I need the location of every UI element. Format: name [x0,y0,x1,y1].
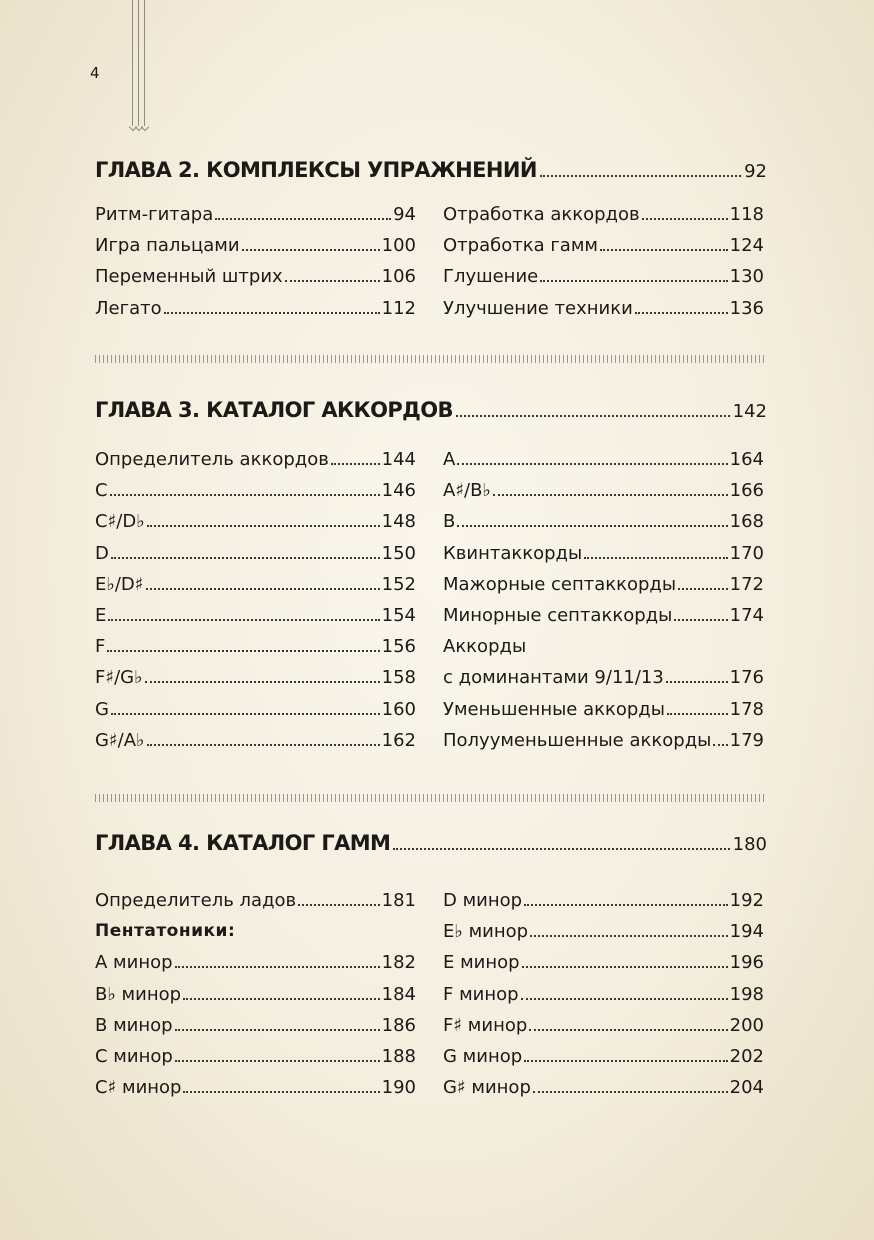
entry-label: C минор [95,1045,173,1067]
entry-label: Легато [95,297,162,319]
leader-dots [145,681,380,683]
chapter-2-heading[interactable] [95,158,767,188]
chapter-3-right-column [443,449,764,761]
entry-page: 181 [381,890,416,911]
toc-entry[interactable] [95,636,416,667]
leader-dots [146,588,380,590]
entry-label: Игра пальцами [95,235,240,257]
subheading-label: Пентатоники: [95,921,236,942]
entry-page: 112 [381,297,416,319]
entry-label: Глушение [443,266,539,288]
entry-page: 136 [729,297,764,319]
toc-entry[interactable] [95,699,416,730]
leader-dots [493,494,728,496]
entry-page: 130 [729,266,764,288]
chapter-2-left-column [95,204,416,329]
entry-label: A♯/B♭ [443,480,491,502]
entry-page: 200 [729,1014,764,1036]
leader-dots [457,525,727,527]
entry-label: A минор [95,952,173,974]
toc-entry[interactable] [95,890,416,921]
toc-entry[interactable] [443,1015,764,1046]
entry-label: Отработка аккордов [443,204,640,225]
chapter-page: 142 [732,401,767,422]
entry-label: E [95,604,107,626]
toc-entry[interactable] [95,235,416,266]
entry-label: G♯/A♭ [95,729,145,751]
entry-page: 168 [729,511,764,533]
leader-dots [215,218,391,220]
entry-page: 166 [729,480,764,502]
leader-dots [674,619,727,621]
leader-dots [111,557,380,559]
leader-dots [530,935,728,937]
leader-dots [540,175,741,177]
entry-page: 184 [381,983,416,1005]
chapter-page: 92 [744,161,767,182]
entry-page: 192 [729,890,764,911]
entry-label: F♯ минор [443,1014,528,1036]
entry-page: 152 [381,573,416,595]
leader-dots [540,280,727,282]
leader-dots [529,1029,727,1031]
entry-page: 148 [381,511,416,533]
toc-entry[interactable] [443,605,764,636]
toc-entry[interactable] [443,449,764,480]
entry-label: Определитель аккордов [95,449,329,470]
toc-entry[interactable] [95,605,416,636]
entry-page: 106 [381,266,416,288]
entry-label: Аккорды [443,636,527,658]
entry-page: 186 [381,1014,416,1036]
entry-page: 144 [381,449,416,470]
toc-entry[interactable] [95,952,416,983]
entry-page: 179 [729,729,764,751]
chapter-4-heading[interactable] [95,831,767,861]
leader-dots [298,904,379,906]
entry-page: 162 [381,729,416,751]
toc-entry[interactable] [95,480,416,511]
entry-label: Улучшение техники [443,297,633,319]
entry-page: 164 [729,449,764,470]
toc-entry[interactable] [443,890,764,921]
entry-page: 190 [381,1077,416,1099]
leader-dots [584,557,727,559]
toc-entry[interactable] [95,1077,416,1108]
toc-entry[interactable] [95,574,416,605]
toc-entry[interactable] [95,298,416,329]
leader-dots [175,1029,380,1031]
toc-entry[interactable] [95,730,416,761]
leader-dots [642,218,728,220]
leader-dots [393,848,729,850]
entry-label: G [95,698,109,720]
entry-page: 170 [729,542,764,564]
entry-label: C♯/D♭ [95,511,145,533]
entry-label: Квинтаккорды [443,542,583,564]
entry-page: 154 [381,604,416,626]
leader-dots [678,588,728,590]
leader-dots [524,904,728,906]
entry-label: B минор [95,1014,173,1036]
leader-dots [524,1060,727,1062]
toc-entry[interactable] [95,1015,416,1046]
entry-page: 150 [381,542,416,564]
leader-dots [147,525,380,527]
entry-label: D минор [443,890,523,911]
toc-entry[interactable] [95,984,416,1015]
leader-dots [108,619,379,621]
toc-entry[interactable] [95,449,416,480]
entry-label: F [95,636,106,658]
leader-dots [713,744,727,746]
toc-entry[interactable] [443,921,764,952]
entry-label: Уменьшенные аккорды [443,698,665,720]
leader-dots [147,744,380,746]
leader-dots [522,966,728,968]
entry-page: 182 [381,952,416,974]
leader-dots [331,463,380,465]
entry-label: Переменный штрих [95,266,283,288]
entry-label: C [95,480,108,502]
toc-entry[interactable] [443,667,764,698]
entry-page: 160 [381,698,416,720]
leader-dots [600,249,728,251]
entry-page: 146 [381,480,416,502]
leader-dots [164,312,380,314]
entry-label: C♯ минор [95,1077,182,1099]
entry-page: 204 [729,1077,764,1099]
toc-entry[interactable] [95,204,416,235]
entry-label: A [443,449,456,470]
section-divider [95,355,767,363]
page-number: 4 [90,64,100,82]
entry-label: E минор [443,952,520,974]
entry-page: 188 [381,1045,416,1067]
entry-label: E♭/D♯ [95,573,144,595]
leader-dots [107,650,379,652]
entry-page: 176 [729,667,764,689]
entry-label: G♯ минор [443,1077,531,1099]
toc-entry[interactable] [443,1077,764,1108]
entry-label: F минор [443,983,519,1005]
toc-entry[interactable] [443,1046,764,1077]
leader-dots [242,249,380,251]
toc-entry[interactable] [443,480,764,511]
leader-dots [183,1091,379,1093]
entry-page: 198 [729,983,764,1005]
toc-entry[interactable] [443,574,764,605]
leader-dots [666,681,728,683]
leader-dots [175,966,380,968]
entry-page: 194 [729,921,764,943]
leader-dots [457,463,727,465]
entry-label: B♭ минор [95,983,182,1005]
entry-label: Определитель ладов [95,890,297,911]
section-divider [95,794,767,802]
toc-entry[interactable] [443,984,764,1015]
entry-page: 118 [729,204,764,225]
entry-label: Минорные септаккорды [443,604,673,626]
toc-entry[interactable] [95,1046,416,1077]
pentatonic-subheading [95,921,416,952]
toc-entry[interactable] [95,543,416,574]
chapter-title: ГЛАВА 2. КОМПЛЕКСЫ УПРАЖНЕНИЙ [95,158,537,182]
toc-entry[interactable] [443,699,764,730]
chapter-4-left-column [95,890,416,1108]
entry-label: F♯/G♭ [95,667,143,689]
entry-page: 202 [729,1045,764,1067]
entry-label: B [443,511,456,533]
toc-entry[interactable] [443,235,764,266]
toc-entry[interactable] [443,204,764,235]
leader-dots [110,494,380,496]
chapter-2-right-column [443,204,764,329]
entry-page: 124 [729,235,764,257]
entry-label: G минор [443,1045,523,1067]
entry-page: 178 [729,698,764,720]
toc-entry-label-only[interactable] [443,636,764,667]
entry-page: 196 [729,952,764,974]
guitar-strings-decoration [129,0,149,132]
entry-label: Мажорные септаккорды [443,573,677,595]
toc-entry[interactable] [443,266,764,297]
entry-label: D [95,542,109,564]
chapter-3-left-column [95,449,416,761]
toc-entry[interactable] [443,730,764,761]
leader-dots [111,713,380,715]
toc-entry[interactable] [443,543,764,574]
entry-page: 158 [381,667,416,689]
entry-label: Ритм-гитара [95,204,214,225]
toc-entry[interactable] [443,511,764,542]
toc-entry[interactable] [443,952,764,983]
chapter-title: ГЛАВА 4. КАТАЛОГ ГАММ [95,831,391,855]
toc-entry[interactable] [95,511,416,542]
entry-label: Отработка гамм [443,235,598,257]
leader-dots [285,280,380,282]
entry-label: Полууменьшенные аккорды [443,729,712,751]
entry-page: 94 [393,204,416,225]
leader-dots [521,998,728,1000]
entry-page: 100 [381,235,416,257]
leader-dots [183,998,380,1000]
leader-dots [175,1060,380,1062]
entry-label: E♭ минор [443,921,529,943]
leader-dots [533,1091,728,1093]
chapter-title: ГЛАВА 3. КАТАЛОГ АККОРДОВ [95,398,453,422]
chapter-page: 180 [732,834,767,855]
leader-dots [456,415,730,417]
chapter-4-right-column [443,890,764,1108]
toc-entry[interactable] [95,266,416,297]
toc-entry[interactable] [95,667,416,698]
chapter-3-heading[interactable] [95,398,767,428]
toc-entry[interactable] [443,298,764,329]
entry-label: с доминантами 9/11/13 [443,667,664,689]
leader-dots [635,312,728,314]
entry-page: 172 [729,573,764,595]
entry-page: 156 [381,636,416,658]
entry-page: 174 [729,604,764,626]
leader-dots [667,713,728,715]
